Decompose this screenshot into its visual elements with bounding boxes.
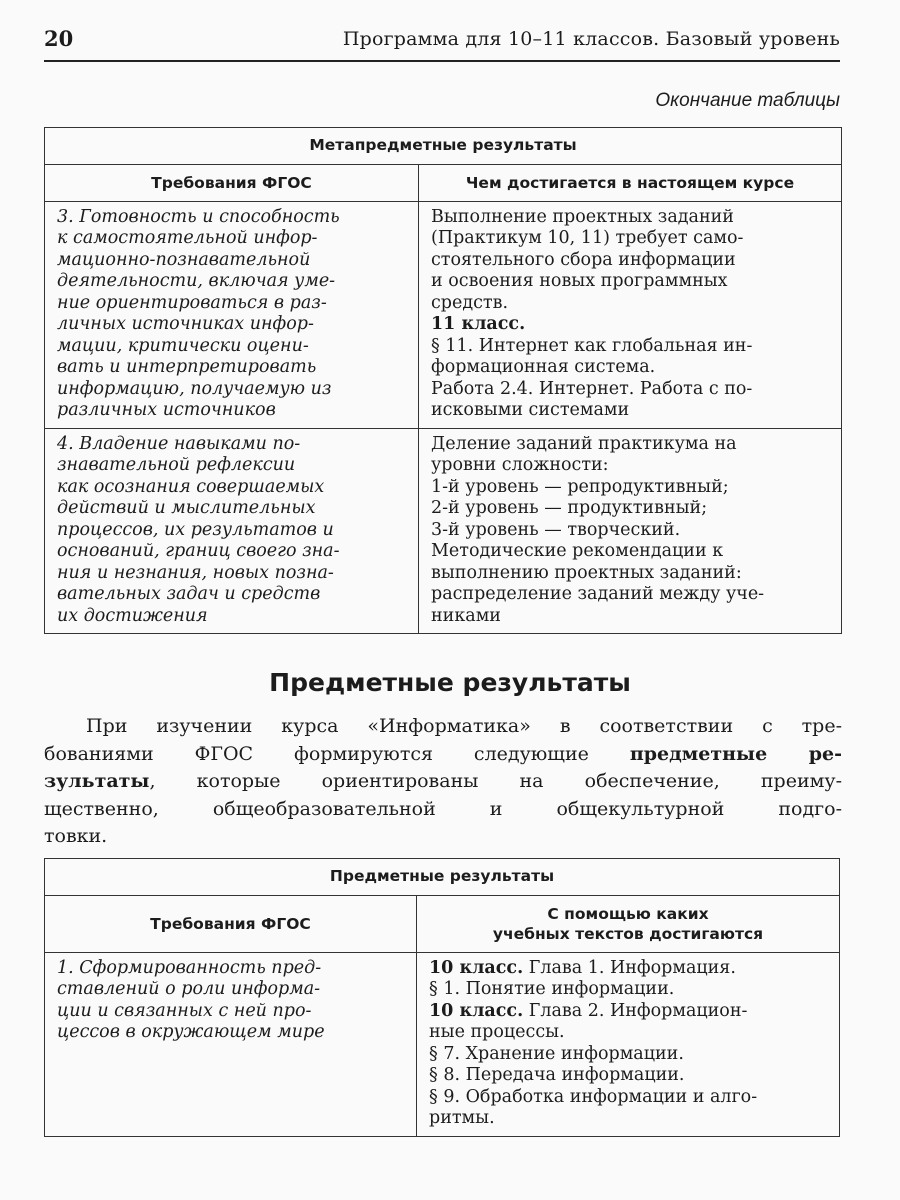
table-caption: Метапредметные результаты: [45, 128, 842, 165]
cell-line: ные процессы.: [429, 1022, 565, 1042]
cell-line: к самостоятельной инфор-: [57, 228, 318, 248]
cell-line: личных источниках инфор-: [57, 314, 314, 334]
cell-line: цессов в окружающем мире: [57, 1022, 325, 1042]
paragraph-line: товки.: [44, 825, 108, 847]
cell-line: различных источников: [57, 400, 276, 420]
section-heading: Предметные результаты: [269, 668, 631, 697]
column-header-achievement: Чем достигается в настоящем курсе: [419, 164, 842, 201]
cell-line: 3. Готовность и способность: [57, 206, 340, 227]
cell-line: Методические рекомендации к: [431, 541, 724, 561]
cell-line: § 9. Обработка информации и алго-: [429, 1086, 758, 1107]
paragraph-text: При изучении курса «Информатика» в соответствии с тре-: [86, 715, 842, 737]
cell-line: их достижения: [57, 605, 208, 626]
page-header: [44, 26, 840, 62]
cell-line: ния и незнания, новых позна-: [57, 562, 334, 583]
requirement-cell: [45, 428, 419, 634]
cell-line: информацию, получаемую из: [57, 378, 332, 399]
cell-line: ние ориентироваться в раз-: [57, 292, 327, 313]
cell-line: 1. Сформированность пред-: [57, 957, 322, 978]
cell-line: 4. Владение навыками по-: [57, 433, 301, 454]
cell-line: Работа 2.4. Интернет. Работа с по-: [431, 378, 753, 399]
body-paragraph: [44, 713, 842, 851]
cell-line: [429, 958, 831, 980]
paragraph-emphasis: зультаты: [44, 770, 150, 792]
cell-line: распределение заданий между уче-: [431, 584, 765, 604]
table-continuation-label: Окончание таблицы: [655, 90, 840, 111]
cell-line: действий и мыслительных: [57, 498, 316, 518]
cell-line: и освоения новых программных: [431, 271, 728, 291]
grade-label: 10 класс.: [429, 1000, 524, 1021]
paragraph-emphasis: предметные ре-: [629, 742, 842, 765]
cell-text: Глава 1. Информация.: [523, 957, 736, 978]
paragraph-line: щественно, общеобразовательной и общекультурной подго-: [44, 797, 842, 820]
cell-line: 2-й уровень — продуктивный;: [431, 498, 708, 518]
cell-line: стоятельного сбора информации: [431, 249, 736, 270]
cell-line: 1-й уровень — репродуктивный;: [431, 476, 729, 497]
cell-line: мационно-познавательной: [57, 249, 311, 270]
running-title: Программа для 10–11 классов. Базовый уровень: [342, 28, 840, 50]
cell-line: знавательной рефлексии: [57, 455, 296, 475]
header-line: С помощью каких: [547, 904, 709, 923]
table-caption: Предметные результаты: [45, 859, 840, 896]
texts-cell: [417, 952, 840, 1136]
header-line: учебных текстов достигаются: [492, 924, 764, 943]
cell-line: процессов, их результатов и: [57, 519, 334, 540]
requirement-cell: [45, 201, 419, 428]
paragraph-line: [44, 768, 842, 796]
cell-line: ставлений о роли информа-: [57, 979, 321, 999]
cell-line: ции и связанных с ней про-: [57, 1000, 312, 1021]
column-header-texts: [417, 895, 840, 952]
cell-line: (Практикум 10, 11) требует само-: [431, 228, 744, 248]
cell-line: оснований, границ своего зна-: [57, 541, 340, 561]
cell-line: ритмы.: [429, 1108, 495, 1128]
table-row: [45, 952, 840, 1136]
achievement-cell: [419, 201, 842, 428]
cell-line: мации, критически оцени-: [57, 335, 309, 356]
achievement-cell: [419, 428, 842, 634]
cell-line: § 11. Интернет как глобальная ин-: [431, 335, 753, 356]
cell-line: как осознания совершаемых: [57, 476, 325, 497]
requirement-cell: [45, 952, 417, 1136]
grade-label: 10 класс.: [429, 957, 524, 978]
cell-line: Деление заданий практикума на: [431, 433, 737, 454]
cell-line: выполнению проектных заданий:: [431, 562, 742, 583]
column-header-requirements: Требования ФГОС: [45, 895, 417, 952]
paragraph-line: [44, 741, 842, 769]
cell-line: уровни сложности:: [431, 455, 609, 475]
paragraph-text: , которые ориентированы на обеспечение, преиму-: [149, 770, 842, 792]
cell-line: деятельности, включая уме-: [57, 271, 336, 291]
cell-line: никами: [431, 605, 501, 626]
cell-line: 3-й уровень — творческий.: [431, 519, 681, 540]
paragraph-line: [44, 713, 842, 741]
cell-line: § 7. Хранение информации.: [429, 1043, 684, 1064]
column-header-requirements: Требования ФГОС: [45, 164, 419, 201]
paragraph-text: бованиями ФГОС формируются следующие: [44, 742, 630, 765]
subject-results-table: [44, 858, 840, 1137]
cell-line: формационная система.: [431, 357, 656, 377]
cell-line: § 1. Понятие информации.: [429, 979, 675, 999]
cell-line: [429, 1001, 831, 1023]
cell-line: § 8. Передача информации.: [429, 1065, 685, 1085]
cell-line: средств.: [431, 292, 509, 313]
cell-line: вать и интерпретировать: [57, 357, 317, 377]
table-row: [45, 428, 842, 634]
cell-line-bold: 11 класс.: [431, 314, 526, 334]
page-number: 20: [44, 26, 74, 51]
cell-line: вательных задач и средств: [57, 584, 321, 604]
meta-results-table: [44, 127, 842, 634]
cell-text: Глава 2. Информацион-: [523, 1000, 748, 1021]
cell-line: исковыми системами: [431, 400, 630, 420]
table-row: [45, 201, 842, 428]
cell-line: Выполнение проектных заданий: [431, 206, 734, 227]
